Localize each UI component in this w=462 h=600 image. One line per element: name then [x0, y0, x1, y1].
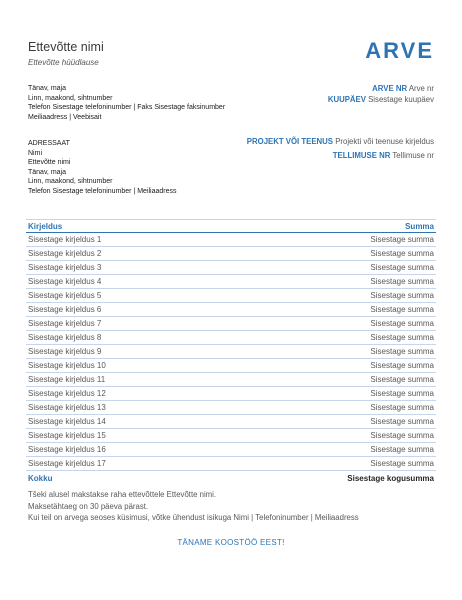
row-description: Sisestage kirjeldus 13 [28, 403, 106, 412]
invoice-title: ARVE [365, 38, 434, 63]
note-due-date: Maksetähtaeg on 30 päeva pärast. [28, 501, 149, 511]
payment-notes [28, 489, 359, 524]
table-row [26, 303, 436, 317]
thank-you-message: TÄNAME KOOSTÖÖ EEST! [177, 538, 285, 547]
table-row [26, 457, 436, 471]
address-email-web: Meiliaadress | Veebisait [28, 113, 102, 121]
project-line [234, 137, 434, 148]
bill-to-name: Nimi [28, 149, 42, 157]
row-description: Sisestage kirjeldus 1 [28, 235, 102, 244]
row-amount: Sisestage summa [370, 431, 434, 440]
row-description: Sisestage kirjeldus 17 [28, 459, 106, 468]
bill-to-label: ADRESSAAT [28, 140, 70, 147]
invoice-meta [328, 84, 434, 105]
table-row [26, 331, 436, 345]
row-amount: Sisestage summa [370, 361, 434, 370]
row-description: Sisestage kirjeldus 6 [28, 305, 102, 314]
row-amount: Sisestage summa [370, 445, 434, 454]
bill-to-street: Tänav, maja [28, 168, 66, 176]
company-tagline: Ettevõtte hüüdlause [28, 58, 99, 67]
row-amount: Sisestage summa [370, 403, 434, 412]
row-amount: Sisestage summa [370, 291, 434, 300]
row-amount: Sisestage summa [370, 305, 434, 314]
table-row [26, 247, 436, 261]
table-row [26, 345, 436, 359]
bill-to-city: Linn, maakond, sihtnumber [28, 178, 113, 186]
table-row [26, 415, 436, 429]
table-row [26, 401, 436, 415]
invoice-date-value: Sisestage kuupäev [368, 94, 434, 104]
table-row [26, 373, 436, 387]
total-label: Kokku [28, 473, 53, 483]
row-description: Sisestage kirjeldus 10 [28, 361, 106, 370]
total-row [26, 471, 436, 485]
address-phone-fax: Telefon Sisestage telefoninumber | Faks Sisestage faksinumber [28, 104, 226, 112]
table-row [26, 387, 436, 401]
total-value: Sisestage kogusumma [347, 473, 434, 483]
address-street: Tänav, maja [28, 85, 66, 92]
row-amount: Sisestage summa [370, 319, 434, 328]
project-label: PROJEKT VÕI TEENUS [246, 137, 334, 146]
invoice-number-value: Arve nr [408, 84, 434, 93]
table-header [26, 219, 436, 233]
table-body [26, 233, 436, 471]
row-amount: Sisestage summa [370, 347, 434, 356]
company-name: Ettevõtte nimi [28, 40, 104, 54]
row-description: Sisestage kirjeldus 16 [28, 445, 106, 454]
row-amount: Sisestage summa [370, 277, 434, 286]
order-line [234, 151, 434, 162]
row-amount: Sisestage summa [370, 417, 434, 426]
row-amount: Sisestage summa [370, 375, 434, 384]
row-description: Sisestage kirjeldus 8 [28, 333, 102, 342]
line-items-table [26, 219, 436, 485]
table-row [26, 359, 436, 373]
row-amount: Sisestage summa [370, 333, 434, 342]
project-value: Projekti või teenuse kirjeldus [335, 137, 434, 146]
row-amount: Sisestage summa [370, 235, 434, 244]
address-city: Linn, maakond, sihtnumber [28, 94, 113, 102]
row-description: Sisestage kirjeldus 12 [28, 389, 106, 398]
bill-to [28, 139, 177, 197]
note-payable-to: Tšeki alusel makstakse raha ettevõttele Ettevõtte nimi. [28, 490, 217, 499]
row-description: Sisestage kirjeldus 7 [28, 319, 102, 328]
invoice-number-label: ARVE NR [372, 84, 408, 93]
order-value: Tellimuse nr [392, 150, 434, 160]
row-description: Sisestage kirjeldus 4 [28, 277, 102, 286]
column-header-amount: Summa [405, 221, 434, 231]
row-description: Sisestage kirjeldus 5 [28, 291, 102, 300]
table-row [26, 261, 436, 275]
table-row [26, 443, 436, 457]
bill-to-contact: Telefon Sisestage telefoninumber | Meiliaadress [28, 187, 177, 195]
column-header-description: Kirjeldus [28, 221, 63, 231]
table-row [26, 429, 436, 443]
invoice-date-line [328, 95, 434, 106]
table-row [26, 275, 436, 289]
row-description: Sisestage kirjeldus 9 [28, 347, 102, 356]
table-row [26, 317, 436, 331]
note-contact: Kui teil on arvega seoses küsimusi, võtke ühendust isikuga Nimi | Telefoninumber | Meiliaadress [28, 513, 359, 522]
row-amount: Sisestage summa [370, 459, 434, 468]
row-amount: Sisestage summa [370, 263, 434, 272]
row-description: Sisestage kirjeldus 14 [28, 417, 106, 426]
row-description: Sisestage kirjeldus 11 [28, 375, 106, 384]
row-description: Sisestage kirjeldus 2 [28, 249, 102, 258]
row-amount: Sisestage summa [370, 389, 434, 398]
table-row [26, 289, 436, 303]
row-amount: Sisestage summa [370, 249, 434, 258]
table-row [26, 233, 436, 247]
order-label: TELLIMUSE NR [332, 150, 391, 160]
project-meta [234, 137, 434, 161]
invoice-date-label: KUUPÄEV [327, 94, 366, 104]
company-address [28, 84, 225, 122]
row-description: Sisestage kirjeldus 3 [28, 263, 102, 272]
bill-to-company: Ettevõtte nimi [28, 159, 71, 167]
invoice-number-line [328, 84, 434, 95]
row-description: Sisestage kirjeldus 15 [28, 431, 106, 440]
